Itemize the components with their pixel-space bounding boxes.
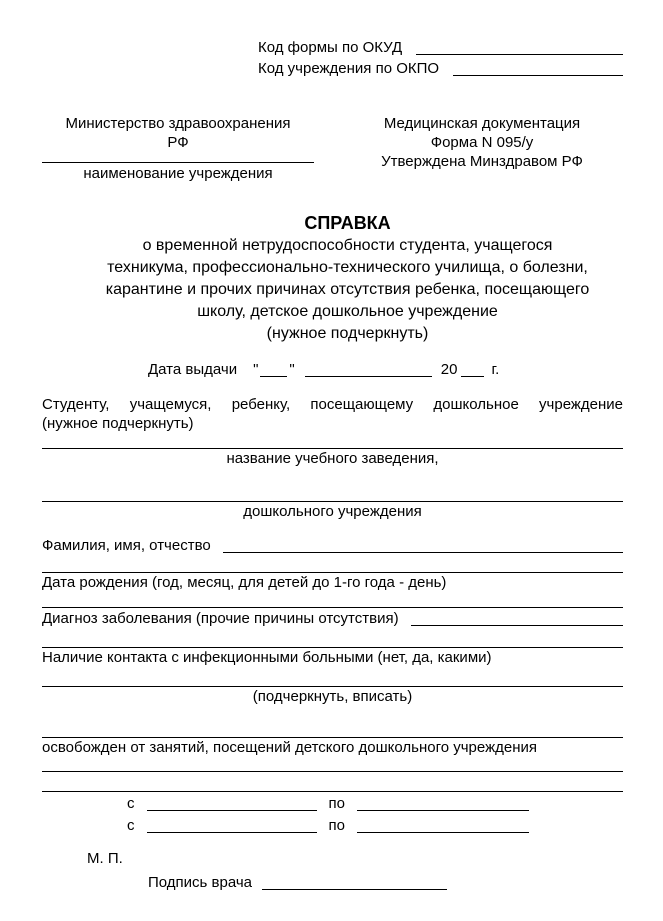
form-subtitle-line-2: техникума, профессионально-технического училища, о болезни, — [107, 259, 588, 276]
period-from-label-1: с — [127, 795, 135, 812]
issue-date-label: Дата выдачи — [148, 361, 238, 378]
diagnosis-row — [42, 608, 623, 628]
close-quote-mark: " — [289, 361, 295, 378]
fio-row — [42, 535, 623, 555]
okpo-row — [258, 57, 623, 78]
ministry-name-line1: Министерство здравоохранения — [65, 115, 291, 132]
form-codes-block — [258, 36, 623, 78]
underline-instruction: (нужное подчеркнуть) — [266, 325, 429, 342]
doctor-signature-input-line[interactable] — [262, 889, 447, 890]
school-caption-2: дошкольного учреждения — [243, 503, 422, 520]
fio-label: Фамилия, имя, отчество — [42, 537, 211, 554]
period-row-2 — [127, 815, 623, 835]
doctor-signature-label: Подпись врача — [148, 874, 253, 891]
stamp-placeholder: М. П. — [87, 850, 123, 867]
issue-year-input-line[interactable] — [461, 376, 484, 377]
contact-label: Наличие контакта с инфекционными больными (нет, да, какими) — [42, 649, 492, 666]
ministry-block — [42, 114, 314, 183]
recipient-note: (нужное подчеркнуть) — [42, 415, 194, 432]
org-header-row — [42, 114, 623, 183]
period-row-1 — [127, 793, 623, 813]
school-caption-1: название учебного заведения, — [226, 450, 439, 467]
diagnosis-label: Диагноз заболевания (прочие причины отсутствия) — [42, 610, 399, 627]
form-subtitle-line-1: о временной нетрудоспособности студента, учащегося — [142, 237, 553, 254]
contact-instruction: (подчеркнуть, вписать) — [252, 688, 413, 705]
issue-date-row — [148, 359, 623, 379]
title-block — [72, 211, 623, 345]
form-subtitle — [72, 235, 623, 345]
period-to-label-1: по — [328, 795, 345, 812]
open-quote-mark: " — [253, 361, 259, 378]
okud-label: Код формы по ОКУД — [258, 39, 403, 56]
fio-input-line[interactable] — [223, 552, 623, 553]
recipient-line: Студенту, учащемуся, ребенку, посещающему дошкольное учреждение — [42, 396, 623, 413]
period-to-input-line-1[interactable] — [357, 810, 529, 811]
period-to-input-line-2[interactable] — [357, 832, 529, 833]
institution-name-caption: наименование учреждения — [83, 165, 273, 182]
meddoc-block — [357, 114, 607, 183]
okpo-label: Код учреждения по ОКПО — [258, 60, 440, 77]
meddoc-title: Медицинская документация — [383, 115, 581, 132]
period-from-label-2: с — [127, 817, 135, 834]
period-from-input-line-2[interactable] — [147, 832, 317, 833]
exemption-label: освобожден от занятий, посещений детского дошкольного учреждения — [42, 739, 537, 756]
institution-name-input-line[interactable] — [42, 162, 314, 163]
okud-input-line[interactable] — [416, 54, 623, 55]
approved-by: Утверждена Минздравом РФ — [381, 153, 583, 170]
form-subtitle-line-3: карантине и прочих причинах отсутствия ребенка, посещающего — [105, 281, 590, 298]
birth-date-label: Дата рождения (год, месяц, для детей до 1-го года - день) — [42, 574, 447, 591]
ministry-name-line2: РФ — [167, 134, 189, 151]
year-suffix: г. — [491, 361, 500, 378]
form-title: СПРАВКА — [304, 213, 391, 233]
exemption-fill-line-1[interactable] — [42, 771, 623, 772]
form-number: Форма N 095/у — [430, 134, 534, 151]
issue-day-input-line[interactable] — [260, 376, 287, 377]
diagnosis-input-line[interactable] — [411, 625, 623, 626]
okud-row — [258, 36, 623, 57]
exemption-fill-line-2[interactable] — [42, 791, 623, 792]
signature-row — [148, 872, 623, 892]
form-subtitle-line-4: школу, детское дошкольное учреждение — [197, 303, 498, 320]
year-century: 20 — [440, 361, 458, 378]
period-to-label-2: по — [328, 817, 345, 834]
issue-month-input-line[interactable] — [305, 376, 432, 377]
okpo-input-line[interactable] — [453, 75, 623, 76]
period-from-input-line-1[interactable] — [147, 810, 317, 811]
